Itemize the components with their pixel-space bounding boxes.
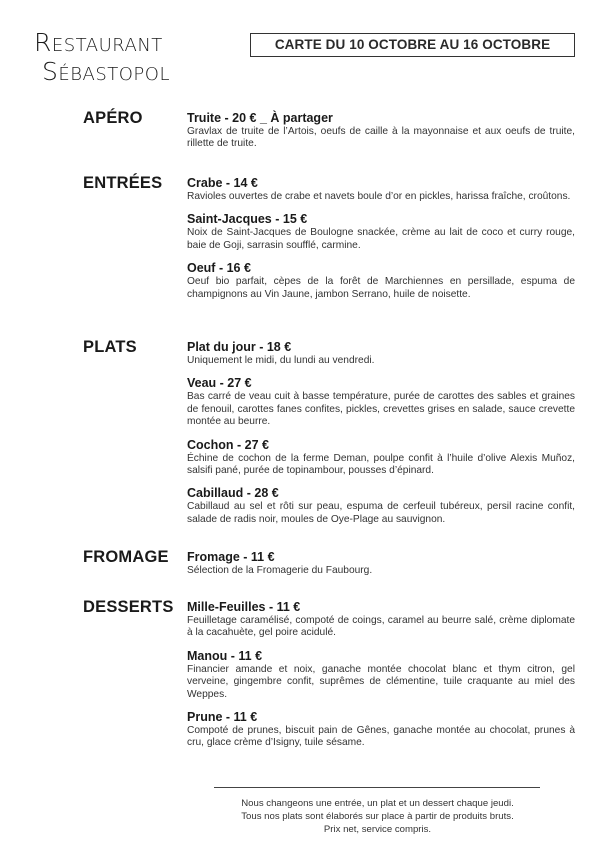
item-description: Échine de cochon de la ferme Deman, poulpe confit à l’huile d’olive Alexis Muñoz, salsifi pané, purée de topinambour, pousses d’épinard. [187,452,575,477]
item-name: Cabillaud - 28 € [187,486,279,501]
menu-item [187,710,575,750]
item-name: Saint-Jacques - 15 € [187,212,308,227]
menu-item [187,111,575,151]
item-description: Noix de Saint-Jacques de Boulogne snackée, crème au lait de coco et curry rouge, baie de Goji, sarrasin soufflé, carmine. [187,227,575,251]
footer-line: Nous changeons une entrée, un plat et un dessert chaque jeudi. [241,798,514,809]
section-title: PLATS [83,338,137,356]
menu-item [187,212,575,252]
item-name: Mille-Feuilles - 11 € [187,600,301,614]
menu-item [187,600,575,640]
item-description: Financier amande et noix, ganache montée chocolat blanc et thym citron, gel verveine, gingembre confit, suprêmes de clémentine, tuile craquante au miel des Weppes. [187,663,575,700]
menu-item [187,438,575,478]
item-name: Veau - 27 € [187,376,252,391]
item-name: Oeuf - 16 € [187,261,251,276]
item-description: Uniquement le midi, du lundi au vendredi. [187,355,375,366]
footer-notes [150,797,602,836]
item-description: Sélection de la Fromagerie du Faubourg. [187,565,373,576]
item-name: Fromage - 11 € [187,550,275,564]
menu-item [187,176,575,203]
menu-date-title: CARTE DU 10 OCTOBRE AU 16 OCTOBRE [274,37,551,52]
menu-item [187,550,575,577]
item-description: Oeuf bio parfait, cèpes de la forêt de Marchiennes en persillade, espuma de champignons au Vin Jaune, jambon Serrano, huile de noisette. [187,276,575,300]
item-name: Plat du jour - 18 € [187,340,292,354]
restaurant-logo [34,28,214,86]
menu-item [187,261,575,301]
section-title: APÉRO [83,109,143,127]
menu-item [187,649,575,701]
menu-date-header [250,33,575,57]
section-title: FROMAGE [83,548,169,566]
item-description: Ravioles ouvertes de crabe et navets boule d’or en pickles, harissa fraîche, croûtons. [187,191,571,202]
item-name: Prune - 11 € [187,710,258,725]
menu-item [187,340,575,367]
footer-divider [214,787,540,788]
item-description: Compoté de prunes, biscuit pain de Gênes, ganache montée au chocolat, prunes à cru, glace crème d’Isigny, tuile sésame. [187,725,575,749]
item-description: Gravlax de truite de l’Artois, oeufs de caille à la mayonnaise et aux oeufs de truite, rillette de truite. [187,126,575,150]
item-description: Bas carré de veau cuit à basse température, purée de carottes des sables et graines de fenouil, carottes fanes confites, pickles, crevettes grises en salade, sauce crevette montée au beurre. [187,391,575,428]
menu-item [187,486,575,526]
item-name: Crabe - 14 € [187,176,258,190]
item-description: Cabillaud au sel et rôti sur peau, espuma de cerfeuil tubéreux, persil racine confit, salade de radis noir, moules de Oye-Plage au sauvignon. [187,501,575,525]
footer-line: Tous nos plats sont élaborés sur place à partir de produits bruts. [241,811,514,822]
section-title: DESSERTS [83,598,174,616]
menu-item [187,376,575,428]
logo-line-2: Sébastopol [42,57,170,86]
section-title: ENTRÉES [83,174,163,192]
item-description: Feuilletage caramélisé, compoté de coings, caramel au beurre salé, crème diplomate à la cacahuète, gel poire acidulé. [187,615,575,639]
footer-line: Prix net, service compris. [323,824,432,835]
item-name: Truite - 20 € _ À partager [187,111,333,125]
logo-line-1: Restaurant [34,28,163,57]
item-name: Cochon - 27 € [187,437,269,452]
item-name: Manou - 11 € [187,648,263,663]
